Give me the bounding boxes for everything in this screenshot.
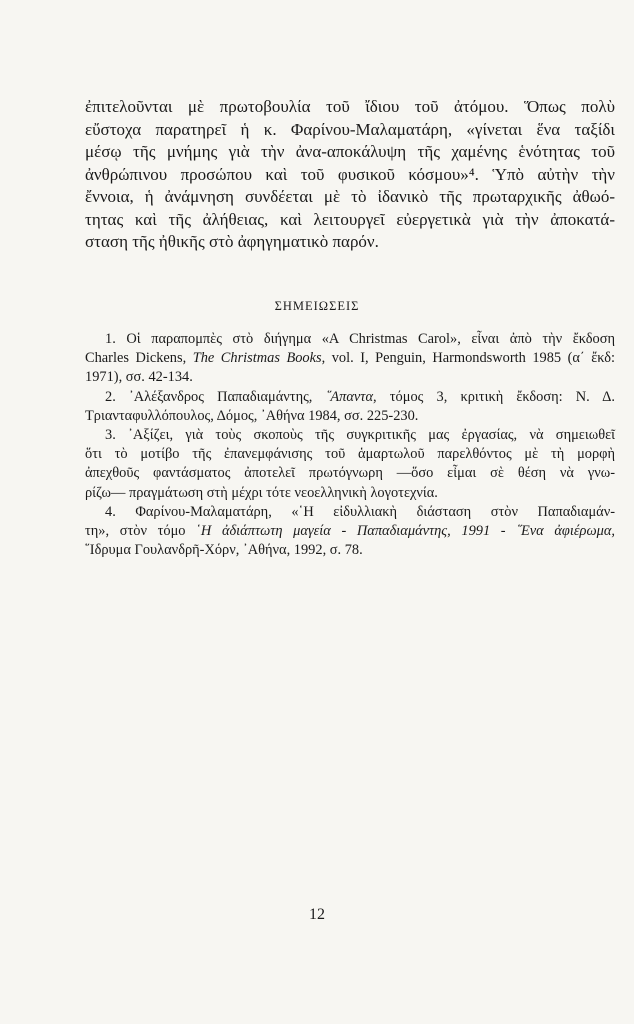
note-4-prefix: τη», στὸν τόμο	[85, 523, 197, 540]
body-line: ἀνθρώπινου προσώπου καὶ τοῦ φυσικοῦ κόσμου»⁴. Ὑπὸ αὐτὴν τὴν	[85, 164, 615, 184]
note-1-author: Charles Dickens,	[85, 350, 193, 367]
note-4-volume-title: ῾Η ἀδιάπτωτη μαγεία - Παπαδιαμάντης, 1991 - ῞Ενα ἀφιέρωμα,	[196, 523, 615, 540]
notes-section	[85, 330, 615, 560]
note-2-line-2: Τριανταφυλλόπουλος, Δόμος, ᾿Αθήνα 1984, σσ. 225-230.	[85, 407, 419, 424]
body-line: τητας καὶ τῆς ἀλήθειας, καὶ λειτουργεῖ εὐεργετικὰ γιὰ τὴν ἀποκατά-	[85, 209, 615, 229]
body-line: εὔστοχα παρατηρεῖ ἡ κ. Φαρίνου-Μαλαματάρη, «γίνεται ἕνα ταξίδι	[85, 119, 615, 139]
note-3-line-1: 3. ᾿Αξίζει, γιὰ τοὺς σκοποὺς τῆς συγκριτικῆς μας ἐργασίας, νὰ σημειωθεῖ	[105, 427, 615, 444]
note-4-line-2	[85, 522, 615, 541]
note-1-line-1: 1. Οἱ παραπομπὲς στὸ διήγημα «A Christmas Carol», εἶναι ἀπὸ τὴν ἔκδοση	[105, 331, 615, 347]
body-line: μέσῳ τῆς μνήμης γιὰ τὴν ἀνα-αποκάλυψη τῆς χαμένης ἑνότητας τοῦ	[85, 142, 615, 161]
notes-heading: ΣΗΜΕΙΩΣΕΙΣ	[274, 299, 360, 313]
body-paragraph	[85, 96, 615, 254]
note-3-line-4: ρίζω— πραγμάτωση στὴ μέχρι τότε νεοελληνικὴ λογοτεχνία.	[85, 484, 438, 501]
note-3-line-2: ὅτι τὸ μοτίβο τῆς ἐπανεμφάνισης τοῦ ἁμαρτωλοῦ παρελθόντος μὲ τὴ μορφὴ	[85, 446, 615, 463]
page-number: 12	[309, 906, 325, 923]
note-2-edition: , τόμος 3, κριτικὴ ἔκδοση: Ν. Δ.	[373, 388, 615, 405]
note-2-line-1	[85, 388, 615, 407]
note-2-book-title: ῞Απαντα	[325, 388, 374, 405]
note-4-line-3: ῞Ιδρυμα Γουλανδρῆ-Χόρν, ᾿Αθήνα, 1992, σ. 78.	[85, 542, 363, 559]
note-1-line-2	[85, 349, 615, 368]
note-4-line-1: 4. Φαρίνου-Μαλαματάρη, «῾Η εἰδυλλιακὴ διάσταση στὸν Παπαδιαμάν-	[105, 503, 615, 520]
note-2-author: 2. ᾿Αλέξανδρος Παπαδιαμάντης,	[105, 388, 326, 405]
note-1-publication: , vol. I, Penguin, Harmondsworth 1985 (α΄ ἔκδ:	[321, 350, 615, 367]
note-3-line-3: ἀπεχθοῦς φαντάσματος ἀποτελεῖ πρωτόγνωρη —ὅσο εἶμαι σὲ θέση νὰ γνω-	[85, 465, 615, 482]
note-1-book-title: The Christmas Books	[192, 350, 322, 367]
body-line: ἐπιτελοῦνται μὲ πρωτοβουλία τοῦ ἴδιου τοῦ ἀτόμου. Ὅπως πολὺ	[85, 97, 615, 116]
note-1-line-3: 1971), σσ. 42-134.	[85, 369, 193, 386]
body-line: ἔννοια, ἡ ἀνάμνηση συνδέεται μὲ τὸ ἰδανικὸ τῆς πρωταρχικῆς ἀθωό-	[85, 187, 615, 206]
body-line: σταση τῆς ἠθικῆς στὸ ἀφηγηματικὸ παρόν.	[85, 232, 379, 251]
